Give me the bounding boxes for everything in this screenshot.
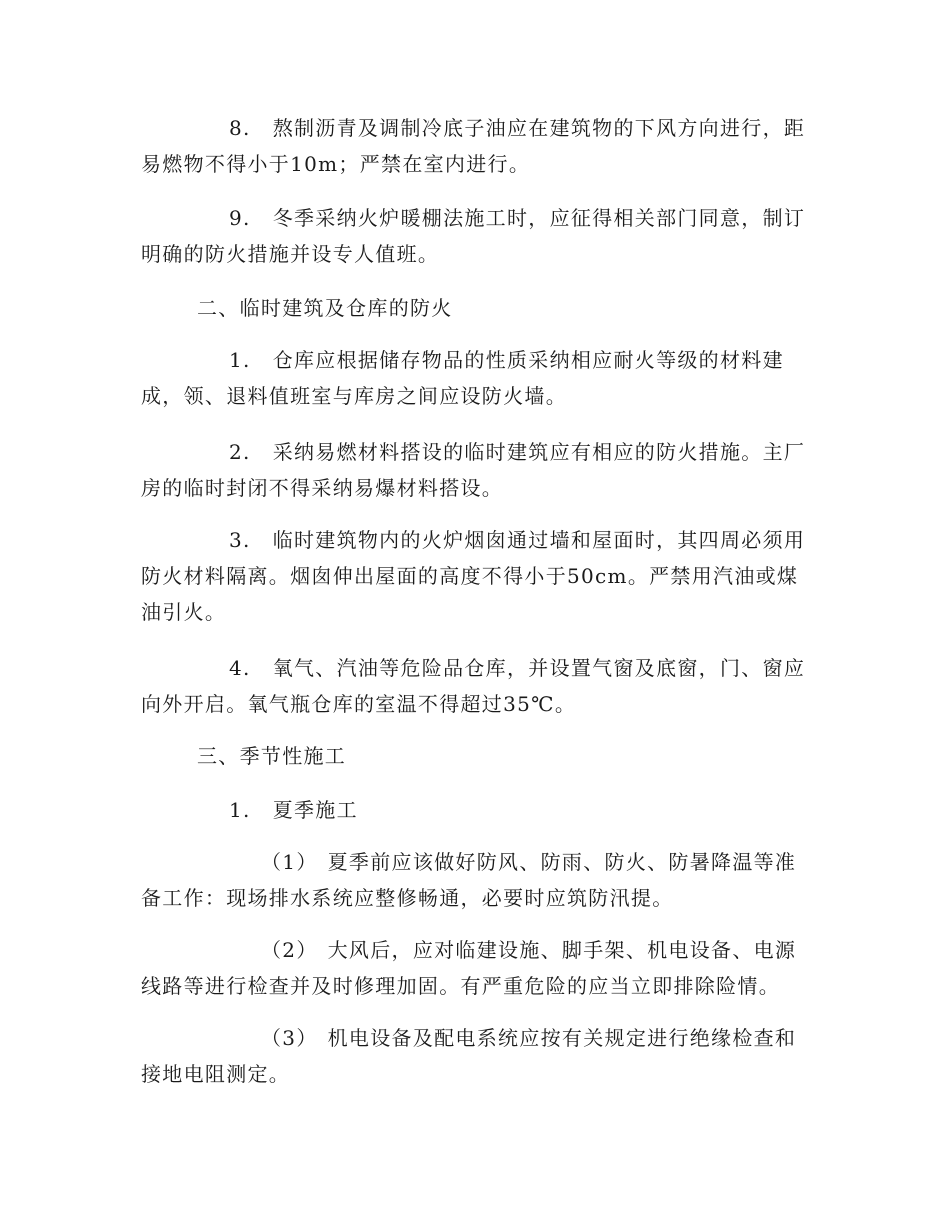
- paragraph-text: 夏季施工: [272, 798, 358, 822]
- paragraph-9: [141, 200, 813, 272]
- paragraph-text: 机电设备及配电系统应按有关规定进行绝缘检查和接地电阻测定。: [141, 1026, 797, 1086]
- paragraph-text: 大风后，应对临建设施、脚手架、机电设备、电源线路等进行检查并及时修理加固。有严重危险的应当立即排除险情。: [141, 938, 797, 998]
- section-heading-2: [141, 290, 813, 326]
- item-number: （2）: [261, 938, 318, 962]
- heading-text: 二、临时建筑及仓库的防火: [197, 296, 453, 320]
- paragraph-text: 临时建筑物内的火炉烟囱通过墙和屋面时，其四周必须用防火材料隔离。烟囱伸出屋面的高度不得小于50cm。严禁用汽油或煤油引火。: [141, 528, 806, 624]
- item-number: 2.: [229, 440, 251, 464]
- item-number: 9.: [229, 206, 251, 230]
- paragraph-sub-1: [141, 844, 813, 916]
- paragraph-text: 冬季采纳火炉暖棚法施工时，应征得相关部门同意，制订明确的防火措施并设专人值班。: [141, 206, 806, 266]
- paragraph-text: 夏季前应该做好防风、防雨、防火、防暑降温等准备工作：现场排水系统应整修畅通，必要时应筑防汛提。: [141, 850, 797, 910]
- paragraph-1-warehouse: [141, 342, 813, 414]
- section-heading-3: [141, 738, 813, 774]
- item-number: （1）: [261, 850, 318, 874]
- paragraph-1-summer: [141, 792, 813, 828]
- heading-text: 三、季节性施工: [197, 744, 347, 768]
- item-number: 1.: [229, 348, 251, 372]
- paragraph-4-hazard-storage: [141, 650, 813, 722]
- paragraph-sub-3: [141, 1020, 813, 1092]
- paragraph-3-chimney: [141, 522, 813, 630]
- paragraph-text: 采纳易燃材料搭设的临时建筑应有相应的防火措施。主厂房的临时封闭不得采纳易爆材料搭设。: [141, 440, 806, 500]
- item-number: 1.: [229, 798, 251, 822]
- paragraph-text: 氧气、汽油等危险品仓库，并设置气窗及底窗，门、窗应向外开启。氧气瓶仓库的室温不得超过35℃。: [141, 656, 806, 716]
- paragraph-8: [141, 110, 813, 182]
- item-number: 3.: [229, 528, 251, 552]
- item-number: 4.: [229, 656, 251, 680]
- item-number: 8.: [229, 116, 251, 140]
- item-number: （3）: [261, 1026, 318, 1050]
- paragraph-2-temporary-building: [141, 434, 813, 506]
- paragraph-text: 熬制沥青及调制冷底子油应在建筑物的下风方向进行，距易燃物不得小于10m；严禁在室内进行。: [141, 116, 806, 176]
- paragraph-text: 仓库应根据储存物品的性质采纳相应耐火等级的材料建成，领、退料值班室与库房之间应设防火墙。: [141, 348, 784, 408]
- paragraph-sub-2: [141, 932, 813, 1004]
